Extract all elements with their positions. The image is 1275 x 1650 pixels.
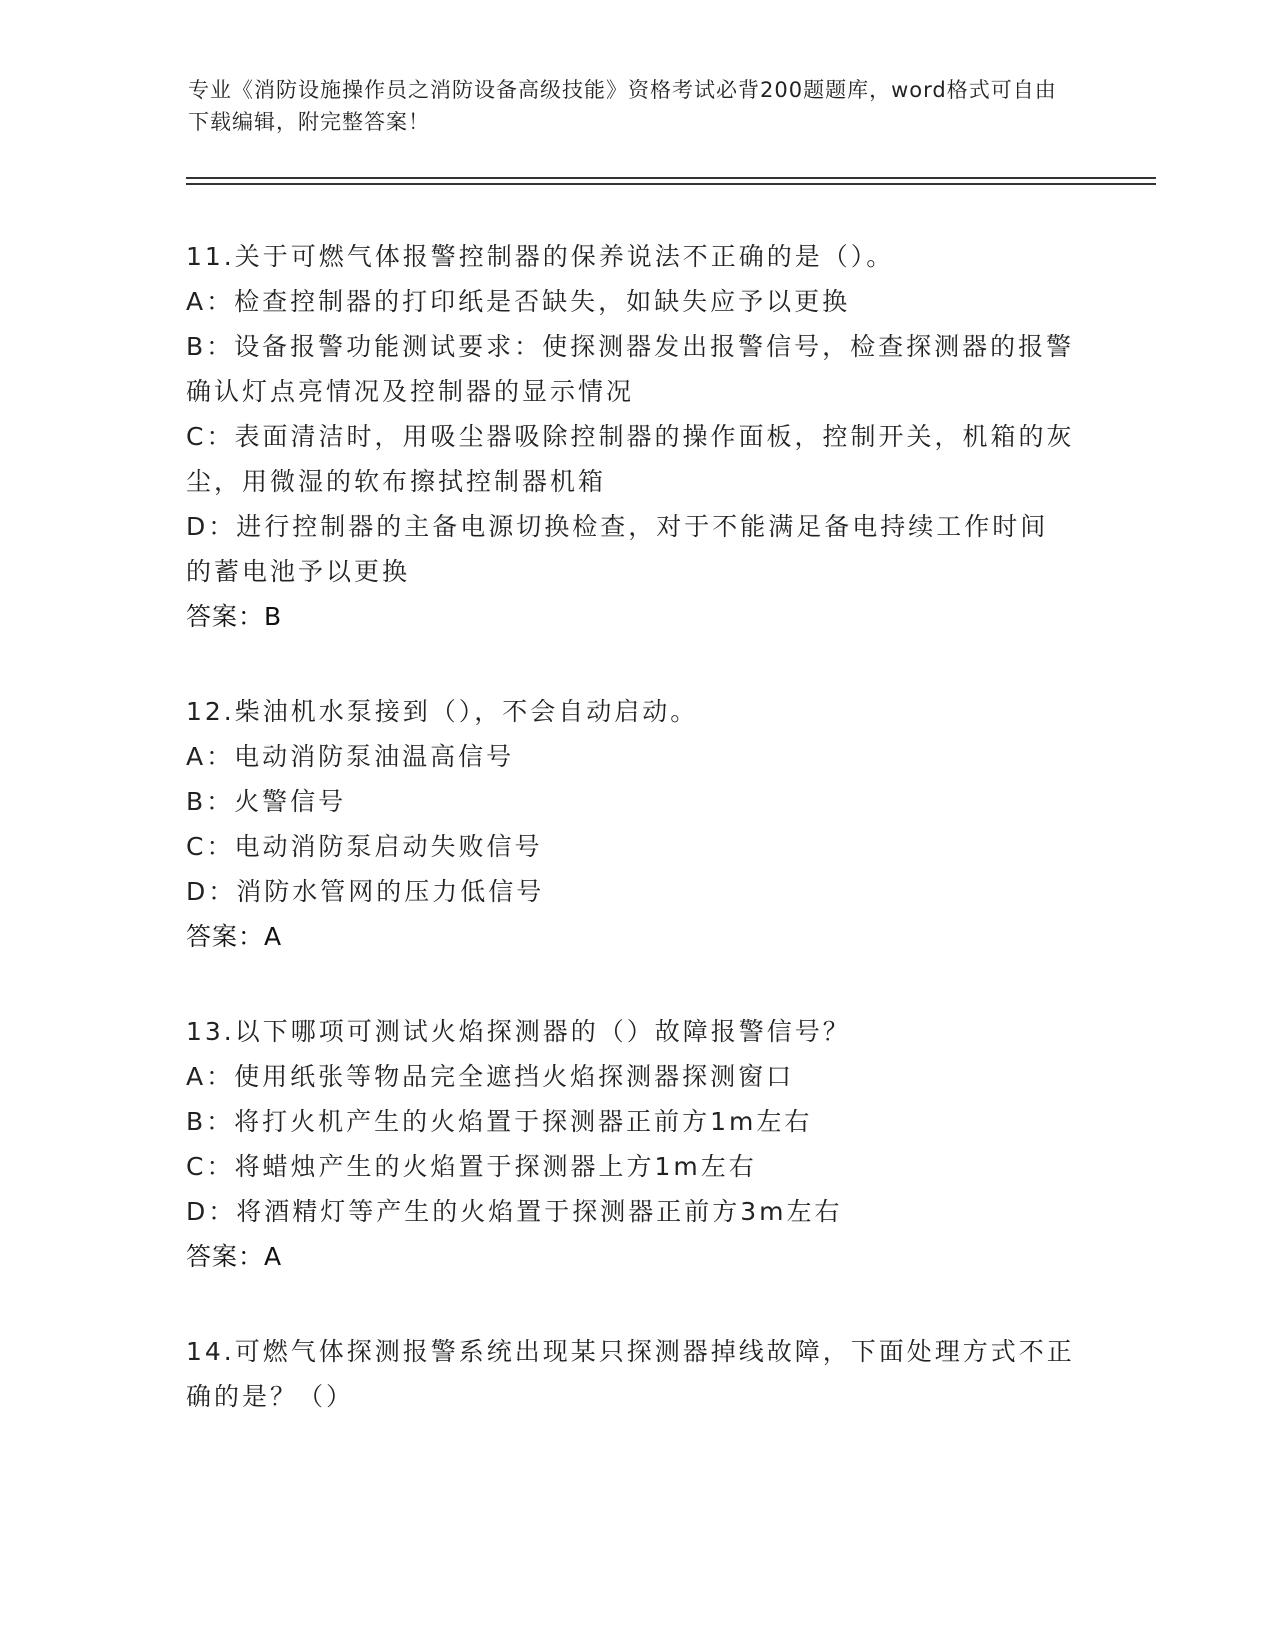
question-stem: 12.柴油机水泵接到（），不会自动启动。 [186,697,699,726]
question-list [186,234,1076,1469]
answer-label: 答案：A [186,922,283,951]
option-d: D：进行控制器的主备电源切换检查，对于不能满足备电持续工作时间的蓄电池予以更换 [186,512,1049,586]
question-13 [186,1009,1076,1279]
question-14 [186,1329,1076,1419]
question-stem: 13.以下哪项可测试火焰探测器的（）故障报警信号？ [186,1017,851,1046]
question-12 [186,689,1076,959]
question-stem: 11.关于可燃气体报警控制器的保养说法不正确的是（）。 [186,242,895,271]
answer-label: 答案：A [186,1242,283,1271]
option-c: C：电动消防泵启动失败信号 [186,832,543,861]
option-a: A：使用纸张等物品完全遮挡火焰探测器探测窗口 [186,1062,795,1091]
option-b: B：将打火机产生的火焰置于探测器正前方1m左右 [186,1107,813,1136]
option-d: D：消防水管网的压力低信号 [186,877,545,906]
option-a: A：检查控制器的打印纸是否缺失，如缺失应予以更换 [186,287,851,316]
question-11 [186,234,1076,639]
question-stem: 14.可燃气体探测报警系统出现某只探测器掉线故障，下面处理方式不正确的是？（） [186,1337,1075,1411]
option-c: C：表面清洁时，用吸尘器吸除控制器的操作面板，控制开关，机箱的灰尘，用微湿的软布擦拭控制器机箱 [186,422,1075,496]
option-c: C：将蜡烛产生的火焰置于探测器上方1m左右 [186,1152,757,1181]
header-divider-bottom [186,183,1156,185]
option-a: A：电动消防泵油温高信号 [186,742,515,771]
header-title: 专业《消防设施操作员之消防设备高级技能》资格考试必背200题题库，word格式可自由下载编辑，附完整答案！ [188,78,1057,134]
document-header [188,74,1068,138]
answer-label: 答案：B [186,602,283,631]
option-b: B：火警信号 [186,787,347,816]
header-divider-top [186,177,1156,179]
option-b: B：设备报警功能测试要求：使探测器发出报警信号，检查探测器的报警确认灯点亮情况及控制器的显示情况 [186,332,1075,406]
option-d: D：将酒精灯等产生的火焰置于探测器正前方3m左右 [186,1197,843,1226]
